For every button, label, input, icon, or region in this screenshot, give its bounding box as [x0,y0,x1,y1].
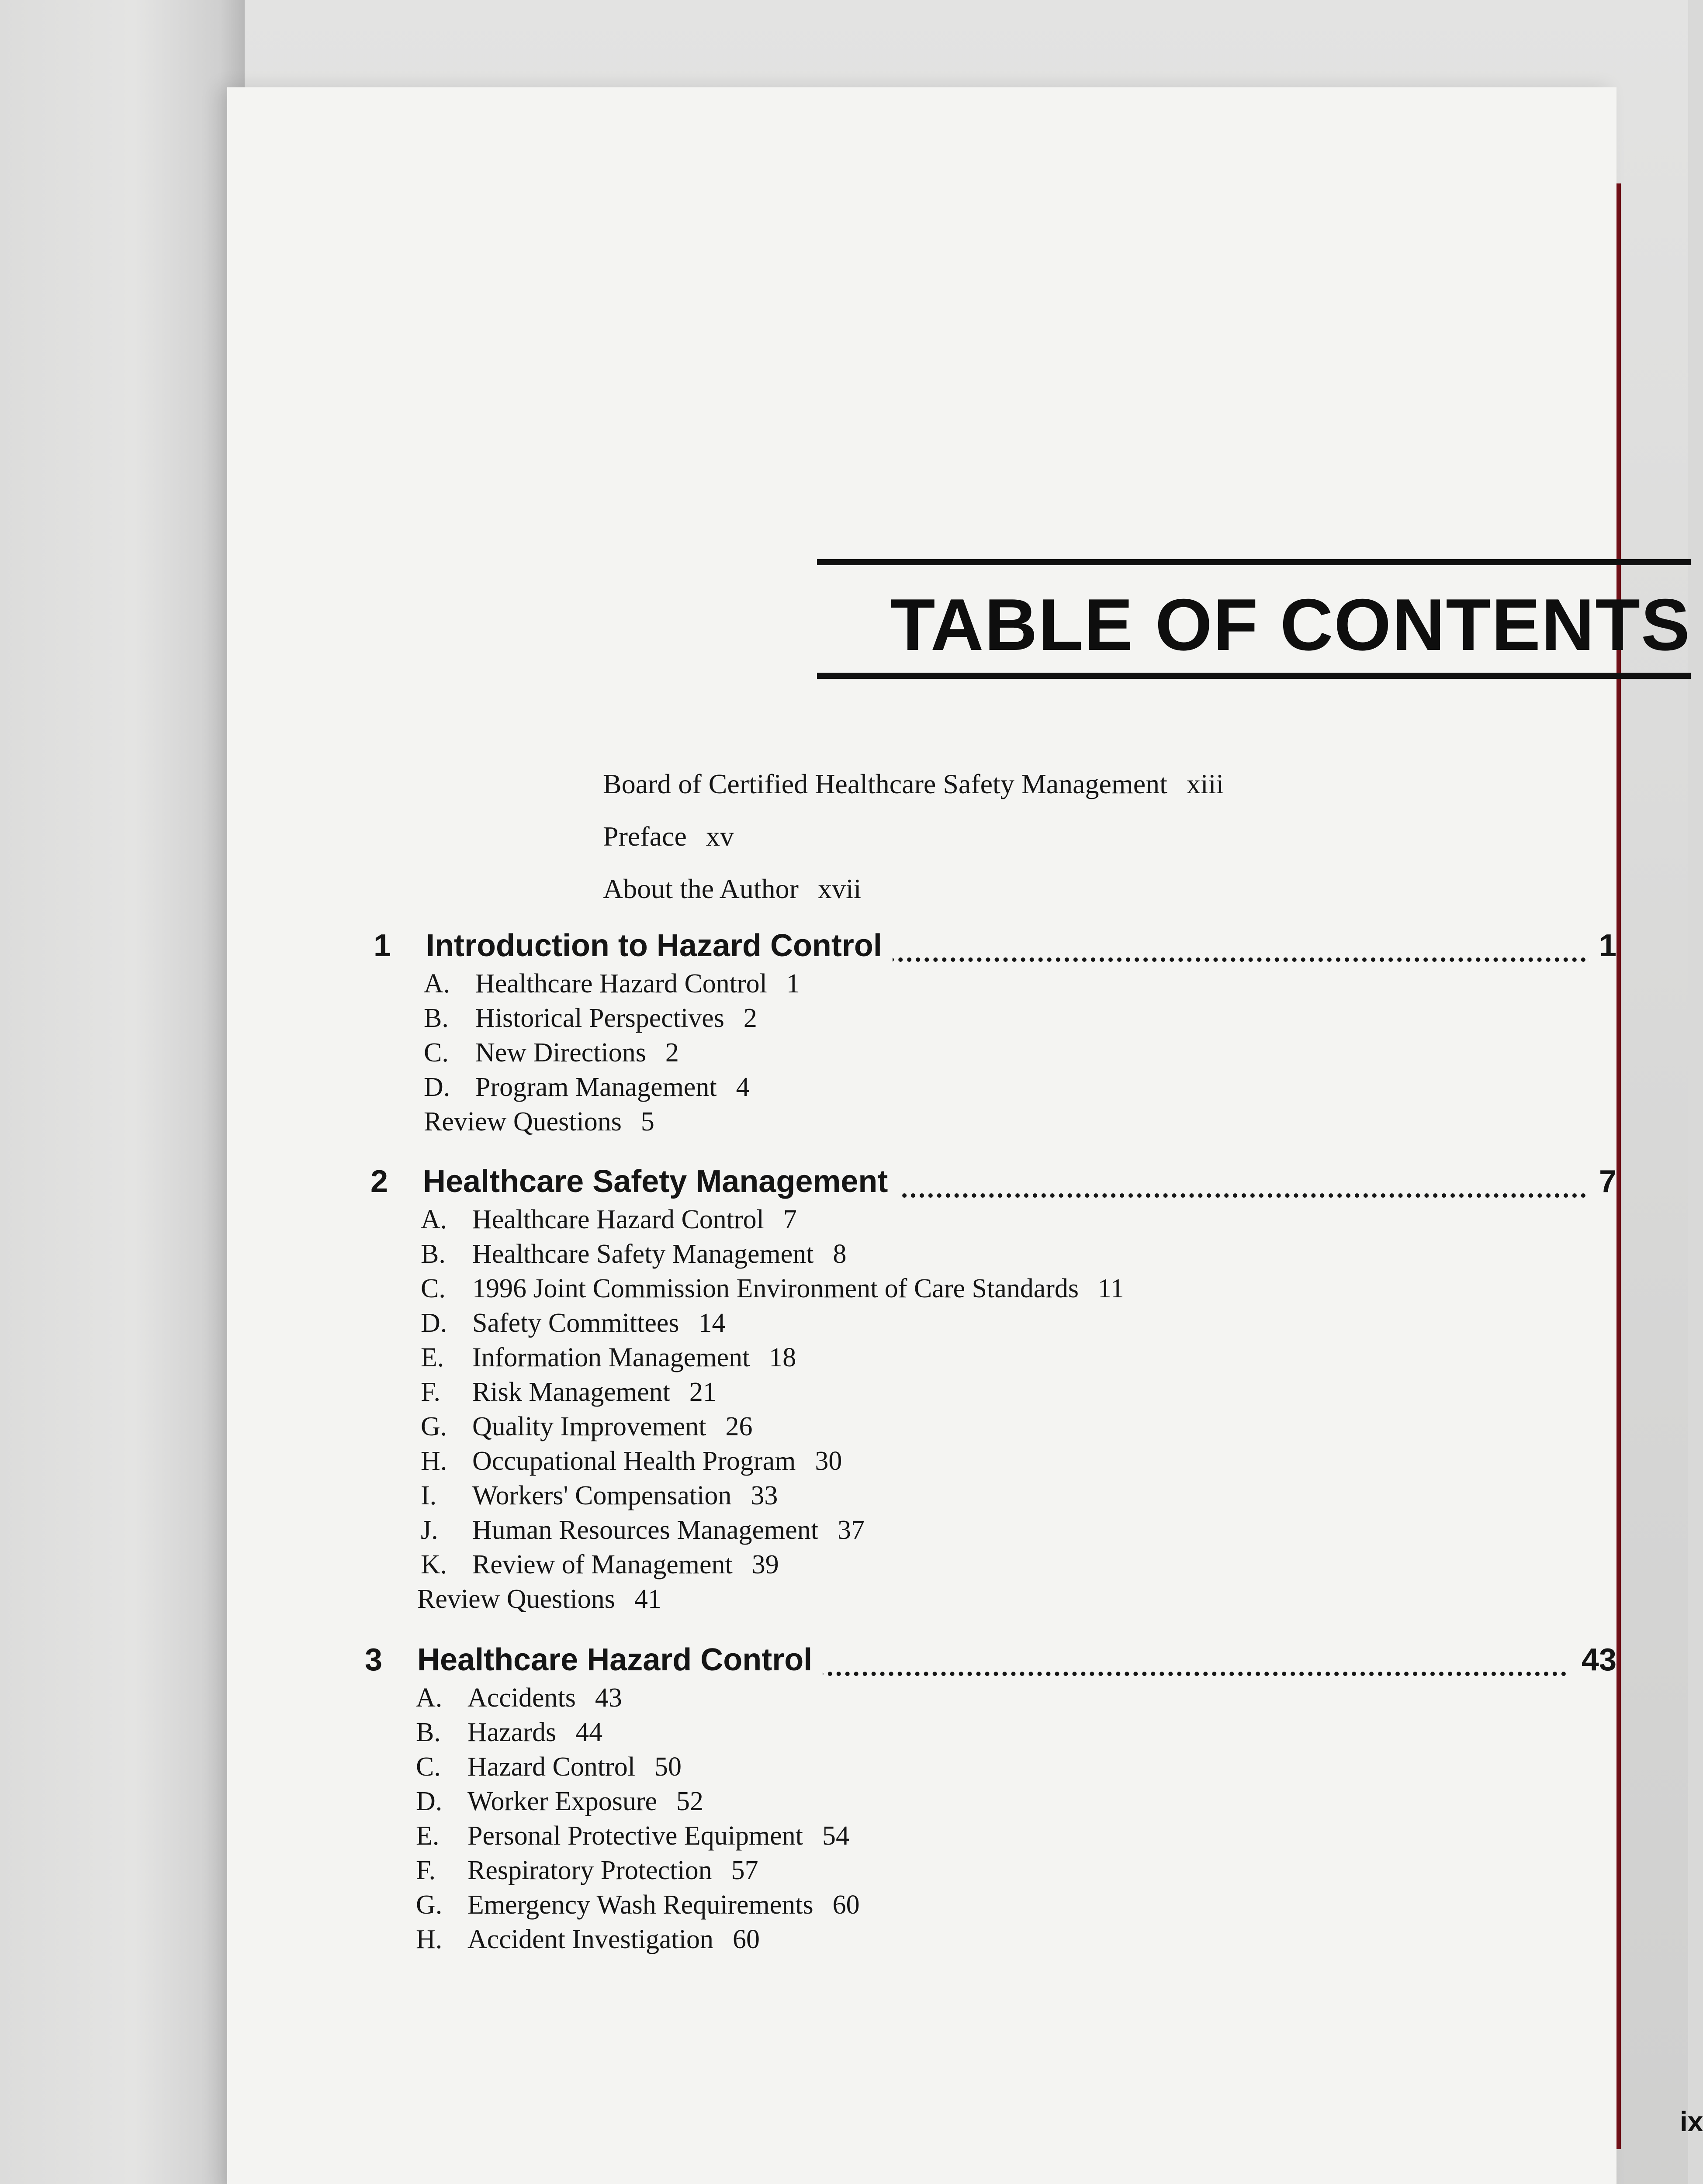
section-page: 43 [595,1683,622,1713]
chapter-2-sections [421,1203,1124,1582]
section-page: 57 [731,1856,758,1885]
section-letter: H. [416,1925,443,1954]
section-title: New Directions [475,1038,646,1068]
section-entry [416,1819,860,1853]
section-title: Risk Management [472,1377,670,1407]
front-matter-page: xv [706,821,734,852]
section-entry [424,1036,800,1070]
section-entry [421,1410,1124,1444]
chapter-title: Introduction to Hazard Control [426,926,893,965]
front-matter-label: Preface [603,821,687,852]
section-entry [421,1479,1124,1513]
section-letter: D. [421,1308,447,1338]
section-letter: D. [424,1072,450,1102]
section-letter: E. [421,1343,444,1372]
chapter-heading [374,926,1616,965]
chapter-heading [370,1162,1616,1201]
section-letter: B. [421,1239,446,1269]
section-letter: G. [416,1890,443,1920]
section-title: Review of Management [472,1550,733,1579]
page-title: TABLE OF CONTENTS [890,584,1691,666]
section-page: 14 [698,1308,726,1338]
section-letter: A. [416,1683,443,1713]
section-page: 26 [725,1412,753,1441]
section-page: 7 [783,1205,797,1234]
title-rule-bottom [817,673,1691,679]
section-letter: G. [421,1412,447,1441]
section-entry [421,1513,1124,1548]
section-letter: I. [421,1481,437,1510]
section-entry [421,1548,1124,1582]
section-entry [421,1203,1124,1237]
section-title: Historical Perspectives [475,1003,724,1033]
chapter-heading [365,1640,1616,1679]
section-page: 30 [815,1446,842,1476]
review-page: 5 [640,1107,654,1137]
section-entry [424,967,800,1001]
section-title: Quality Improvement [472,1412,706,1441]
section-page: 37 [837,1515,865,1545]
chapter-number: 1 [374,928,391,963]
section-title: Emergency Wash Requirements [467,1890,813,1920]
section-entry [416,1750,860,1784]
section-page: 60 [733,1925,760,1954]
chapter-page: 43 [1573,1640,1616,1679]
chapter-number: 3 [365,1642,383,1677]
section-letter: E. [416,1821,440,1851]
section-letter: B. [424,1003,449,1033]
section-entry [416,1784,860,1819]
section-entry [424,1070,800,1105]
section-title: Occupational Health Program [472,1446,796,1476]
section-page: 1 [786,969,800,999]
section-letter: J. [421,1515,438,1545]
section-title: Human Resources Management [472,1515,818,1545]
section-page: 33 [751,1481,778,1510]
review-label: Review Questions [417,1584,615,1614]
section-page: 44 [575,1717,603,1747]
section-title: 1996 Joint Commission Environment of Care Standards [472,1274,1079,1303]
section-entry [421,1237,1124,1272]
section-letter: B. [416,1717,441,1747]
section-title: Worker Exposure [467,1787,658,1816]
section-letter: F. [416,1856,436,1885]
section-entry [416,1922,860,1957]
section-page: 8 [833,1239,847,1269]
section-entry [416,1715,860,1750]
section-title: Healthcare Hazard Control [475,969,767,999]
section-title: Program Management [475,1072,717,1102]
section-page: 54 [822,1821,849,1851]
section-entry [421,1341,1124,1375]
chapter-title: Healthcare Hazard Control [417,1640,823,1679]
section-letter: C. [424,1038,449,1068]
facing-page [0,0,245,2184]
front-matter-item [603,767,1224,802]
title-rule-top [817,559,1691,565]
section-page: 18 [769,1343,796,1372]
review-label: Review Questions [424,1107,622,1137]
section-letter: A. [421,1205,447,1234]
section-title: Personal Protective Equipment [467,1821,803,1851]
chapter-number: 2 [370,1164,388,1199]
section-page: 2 [665,1038,679,1068]
front-matter-page: xvii [817,873,862,904]
page-number: ix [1680,2106,1703,2137]
section-page: 4 [736,1072,750,1102]
chapter-1-sections [424,967,800,1105]
section-entry [416,1888,860,1922]
section-title: Information Management [472,1343,750,1372]
section-page: 21 [689,1377,717,1407]
section-title: Respiratory Protection [467,1856,712,1885]
section-entry [416,1681,860,1715]
front-matter-page: xiii [1186,768,1224,799]
front-matter-item [603,871,862,906]
section-page: 2 [743,1003,757,1033]
section-letter: A. [424,969,450,999]
section-title: Hazards [467,1717,557,1747]
section-entry [421,1444,1124,1479]
toc-page [227,87,1703,2184]
section-letter: F. [421,1377,441,1407]
section-letter: H. [421,1446,447,1476]
section-letter: C. [416,1752,441,1782]
review-questions [424,1105,654,1139]
section-title: Healthcare Safety Management [472,1239,814,1269]
front-matter-item [603,819,734,854]
front-matter-label: Board of Certified Healthcare Safety Management [603,768,1167,799]
section-page: 39 [751,1550,779,1579]
review-questions [417,1582,661,1617]
chapter-page: 7 [1590,1162,1616,1201]
front-matter-label: About the Author [603,873,799,904]
section-letter: C. [421,1274,446,1303]
section-title: Accident Investigation [467,1925,713,1954]
review-page: 41 [634,1584,661,1614]
section-page: 52 [676,1787,704,1816]
section-title: Healthcare Hazard Control [472,1205,764,1234]
chapter-3-sections [416,1681,860,1957]
section-title: Workers' Compensation [472,1481,732,1510]
section-page: 60 [832,1890,860,1920]
chapter-page: 1 [1590,926,1616,965]
section-title: Hazard Control [467,1752,635,1782]
section-page: 50 [654,1752,682,1782]
section-entry [416,1853,860,1888]
section-title: Safety Committees [472,1308,679,1338]
section-title: Accidents [467,1683,576,1713]
section-entry [421,1306,1124,1341]
section-entry [421,1375,1124,1410]
section-page: 11 [1098,1274,1124,1303]
section-letter: K. [421,1550,447,1579]
section-letter: D. [416,1787,443,1816]
section-entry [421,1272,1124,1306]
chapter-title: Healthcare Safety Management [423,1162,898,1201]
section-entry [424,1001,800,1036]
